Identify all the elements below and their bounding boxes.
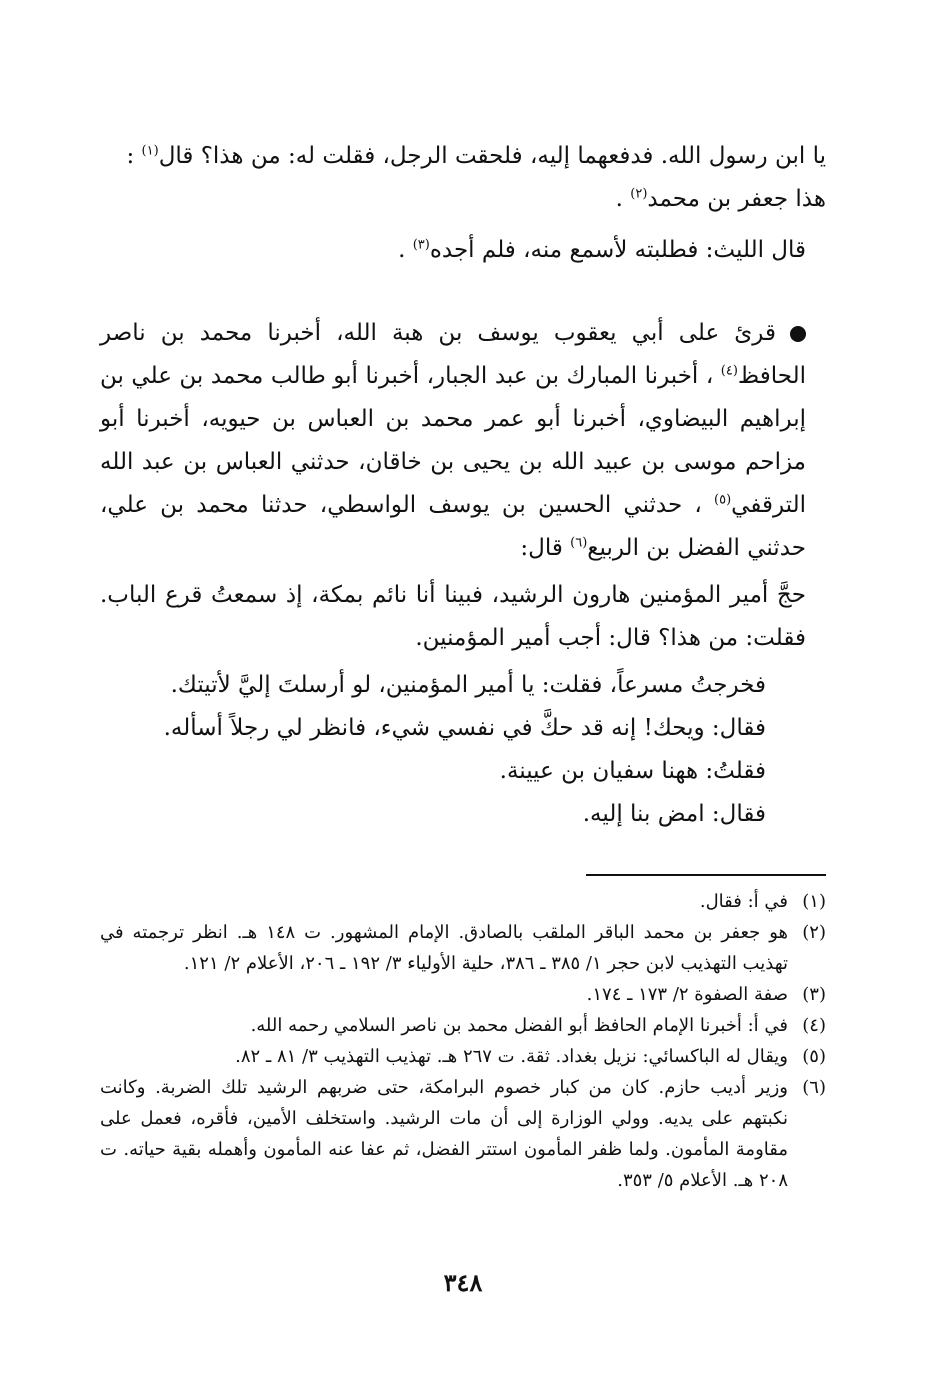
dialogue-line: فخرجتُ مسرعاً، فقلت: يا أمير المؤمنين، لو أرسلتَ إليَّ لأتيتك. [170, 672, 766, 698]
footnote-text: ويقال له الباكسائي: نزيل بغداد. ثقة. ت ٢٦٧ هـ. تهذيب التهذيب ٣/ ٨١ ـ ٨٢. [235, 1046, 788, 1067]
footnote-ref-3[interactable]: (٣) [412, 237, 430, 253]
footnote-item [100, 979, 826, 1010]
footnote-item [100, 1041, 826, 1072]
footnote-ref-2[interactable]: (٢) [630, 186, 648, 202]
footnote-item [100, 917, 826, 979]
paragraph-3 [100, 312, 826, 570]
dialogue-line: فقال: ويحك! إنه قد حكَّ في نفسي شيء، فانظر لي رجلاً أسأله. [163, 715, 766, 741]
dialogue-line: فقال: امض بنا إليه. [582, 801, 766, 827]
bullet-icon [790, 326, 806, 342]
paragraph-2 [100, 229, 826, 272]
footnote-number: (٢) [802, 922, 826, 943]
paragraph-1-colon: : [126, 143, 142, 169]
paragraph-1-end: . [615, 186, 631, 212]
footnote-item [100, 1010, 826, 1041]
footnote-divider [586, 874, 826, 876]
dialogue-line: فقلتُ: ههنا سفيان بن عيينة. [499, 758, 766, 784]
paragraph-2-text: قال الليث: فطلبته لأسمع منه، فلم أجده [429, 237, 806, 263]
paragraph-4: حجَّ أمير المؤمنين هارون الرشيد، فبينا أنا نائم بمكة، إذ سمعتُ قرع الباب. فقلت: من هذا؟ قال: أجب أمير المؤمنين. [100, 582, 806, 651]
book-page [100, 135, 826, 1315]
footnote-text: هو جعفر بن محمد الباقر الملقب بالصادق. الإمام المشهور. ت ١٤٨ هـ. انظر ترجمته في تهذيب التهذيب لابن حجر ١/ ٣٨٥ ـ ٣٨٦، حلية الأولياء ٣/ ١٩٢ ـ ٢٠٦، الأعلام ٢/ ١٢١. [100, 922, 789, 974]
footnote-text: في أ: فقال. [699, 891, 788, 912]
footnote-ref-1[interactable]: (١) [141, 143, 159, 159]
paragraph-1-line-1: يا ابن رسول الله. فدفعهما إليه، فلحقت الرجل، فقلت له: من هذا؟ قال [158, 143, 826, 169]
footnote-number: (٣) [802, 984, 826, 1005]
paragraph-3-part-1: قرئ على أبي يعقوب يوسف بن هبة الله، أخبرنا محمد بن ناصر الحافظ [100, 320, 806, 389]
paragraph-3-part-4: قال: [520, 535, 571, 561]
footnote-item [100, 886, 826, 917]
paragraph-1-line-2: هذا جعفر بن محمد [647, 186, 826, 212]
footnote-ref-6[interactable]: (٦) [570, 535, 588, 551]
footnote-number: (٥) [802, 1046, 826, 1067]
footnote-text: في أ: أخبرنا الإمام الحافظ أبو الفضل محمد بن ناصر السلامي رحمه الله. [250, 1015, 788, 1036]
footnote-item [100, 1072, 826, 1196]
page-number: ٣٤٨ [443, 1268, 483, 1297]
footnotes [100, 886, 826, 1196]
paragraph-3-part-3: ، حدثني الحسين بن يوسف الواسطي، حدثنا محمد بن علي، حدثني الفضل بن الربيع [100, 492, 806, 561]
paragraph-3-part-2: ، أخبرنا المبارك بن عبد الجبار، أخبرنا أبو طالب محمد بن علي بن إبراهيم البيضاوي، أخبرنا أبو عمر محمد بن العباس بن حيويه، أخبرنا أبو مزاحم موسى بن عبيد الله بن يحيى بن خاقان، حدثني العباس بن عبد الله الترقفي [100, 363, 806, 518]
dialogue-block [100, 664, 826, 836]
footnote-text: وزير أديب حازم. كان من كبار خصوم البرامكة، حتى ضربهم الرشيد تلك الضربة. وكانت نكبتهم على يديه. وولي الوزارة إلى أن مات الرشيد. واستخلف الأمين، فأقره، فعمل على مقاومة المأمون. ولما ظفر المأمون استتر الفضل، ثم عفا عنه المأمون وأهمله بقية حياته. ت ٢٠٨ هـ. الأعلام ٥/ ٣٥٣. [100, 1077, 788, 1191]
main-text [100, 135, 826, 836]
footnote-number: (١) [802, 891, 826, 912]
paragraph-1 [100, 135, 826, 221]
footnote-text: صفة الصفوة ٢/ ١٧٣ ـ ١٧٤. [586, 984, 788, 1005]
paragraph-2-end: . [398, 237, 413, 263]
footnote-number: (٤) [802, 1015, 826, 1036]
footnote-ref-5[interactable]: (٥) [714, 492, 732, 508]
footnote-ref-4[interactable]: (٤) [720, 363, 738, 379]
footnote-number: (٦) [802, 1077, 826, 1098]
